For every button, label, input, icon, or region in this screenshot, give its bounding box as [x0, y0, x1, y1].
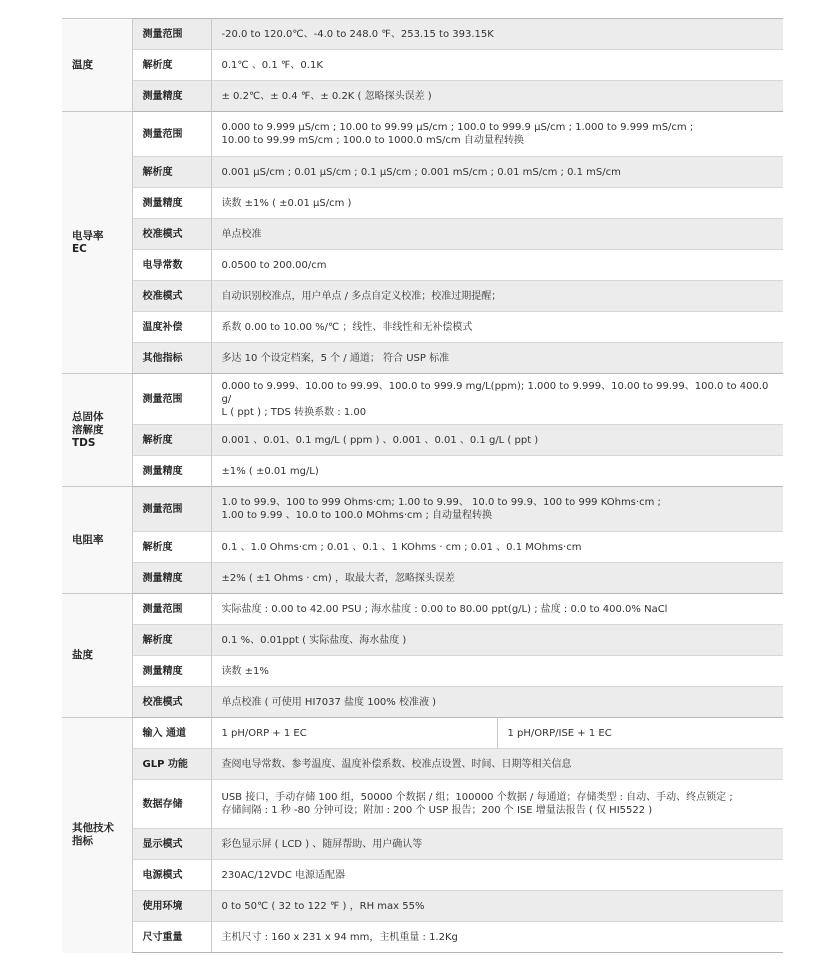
- row-value: 多达 10 个设定档案，5 个 / 通道； 符合 USP 标准: [211, 343, 783, 374]
- row-value: 0.000 to 9.999 μS/cm ; 10.00 to 99.99 μS/cm ; 100.0 to 999.9 μS/cm ; 1.000 to 9.999 mS/cm ; 10.00 to 99.99 mS/cm ; 100.0 to 1000.0 mS/cm 自动量程转换: [211, 112, 783, 157]
- row-label: 解析度: [132, 625, 211, 656]
- table-row: [62, 19, 783, 50]
- row-label: 解析度: [132, 425, 211, 456]
- group-temperature: 温度: [62, 19, 132, 112]
- table-row: [62, 687, 783, 718]
- row-value: 0 to 50℃ ( 32 to 122 ℉ ) ，RH max 55%: [211, 891, 783, 922]
- row-value: 0.1 %、0.01ppt ( 实际盐度、海水盐度 ): [211, 625, 783, 656]
- row-label: 测量精度: [132, 456, 211, 487]
- table-row: [62, 456, 783, 487]
- row-label: 测量范围: [132, 374, 211, 425]
- table-row: [62, 312, 783, 343]
- spec-table: [62, 18, 783, 953]
- row-value: -20.0 to 120.0℃、-4.0 to 248.0 ℉、253.15 to 393.15K: [211, 19, 783, 50]
- row-label: 测量精度: [132, 188, 211, 219]
- row-value: 主机尺寸 : 160 x 231 x 94 mm，主机重量 : 1.2Kg: [211, 922, 783, 953]
- row-value: 0.0500 to 200.00/cm: [211, 250, 783, 281]
- row-value: 1 pH/ORP/ISE + 1 EC: [497, 718, 783, 749]
- table-row: [62, 374, 783, 425]
- row-label: 使用环境: [132, 891, 211, 922]
- row-value: 0.1 、1.0 Ohms·cm ; 0.01 、0.1 、1 KOhms · cm ; 0.01 、0.1 MOhms·cm: [211, 532, 783, 563]
- row-label: 校准模式: [132, 687, 211, 718]
- row-label: 测量精度: [132, 656, 211, 687]
- table-row: [62, 81, 783, 112]
- row-label: 解析度: [132, 50, 211, 81]
- row-value: 彩色显示屏 ( LCD ) 、随屏帮助、用户确认等: [211, 829, 783, 860]
- group-ec: 电导率 EC: [62, 112, 132, 374]
- table-row: [62, 532, 783, 563]
- row-value: 查阅电导常数、参考温度、温度补偿系数、校准点设置、时间、日期等相关信息: [211, 749, 783, 780]
- row-label: 显示模式: [132, 829, 211, 860]
- table-row: [62, 343, 783, 374]
- table-row: [62, 625, 783, 656]
- table-row: [62, 656, 783, 687]
- table-row: [62, 860, 783, 891]
- row-label: 测量精度: [132, 563, 211, 594]
- row-value: 0.001 、0.01、0.1 mg/L ( ppm ) 、0.001 、0.01 、0.1 g/L ( ppt ): [211, 425, 783, 456]
- table-row: [62, 891, 783, 922]
- row-value: 读数 ±1% ( ±0.01 μS/cm ): [211, 188, 783, 219]
- table-row: [62, 281, 783, 312]
- row-value: 单点校准 ( 可使用 HI7037 盐度 100% 校准液 ): [211, 687, 783, 718]
- row-value: ± 0.2℃、± 0.4 ℉、± 0.2K ( 忽略探头误差 ): [211, 81, 783, 112]
- row-value: 读数 ±1%: [211, 656, 783, 687]
- row-label: 解析度: [132, 157, 211, 188]
- row-label: 尺寸重量: [132, 922, 211, 953]
- row-value: USB 接口，手动存储 100 组，50000 个数据 / 组；100000 个数据 / 每通道；存储类型 : 自动、手动、终点锁定 ; 存储间隔 : 1 秒 -80 分钟可设；附加 : 200 个 USP 报告；200 个 ISE 增量法报告 ( 仅 HI5522 ): [211, 780, 783, 829]
- group-salinity: 盐度: [62, 594, 132, 718]
- table-row: [62, 829, 783, 860]
- row-label: 数据存储: [132, 780, 211, 829]
- row-value: 1.0 to 99.9、100 to 999 Ohms·cm; 1.00 to 9.99、 10.0 to 99.9、100 to 999 KOhms·cm ; 1.00 to 9.99 、10.0 to 100.0 MOhms·cm ; 自动量程转换: [211, 487, 783, 532]
- group-tds: 总固体 溶解度 TDS: [62, 374, 132, 487]
- row-value: 系数 0.00 to 10.00 %/℃ ；线性、非线性和无补偿模式: [211, 312, 783, 343]
- row-value: 实际盐度 : 0.00 to 42.00 PSU ; 海水盐度 : 0.00 to 80.00 ppt(g/L) ; 盐度 : 0.0 to 400.0% NaCl: [211, 594, 783, 625]
- table-row: [62, 780, 783, 829]
- row-label: GLP 功能: [132, 749, 211, 780]
- row-label: 输入 通道: [132, 718, 211, 749]
- table-row: [62, 594, 783, 625]
- row-value: 0.1℃ 、0.1 ℉、0.1K: [211, 50, 783, 81]
- table-row: [62, 749, 783, 780]
- table-row: [62, 922, 783, 953]
- table-row: [62, 188, 783, 219]
- row-label: 测量范围: [132, 19, 211, 50]
- row-value: 230AC/12VDC 电源适配器: [211, 860, 783, 891]
- table-row: [62, 157, 783, 188]
- row-value: ±1% ( ±0.01 mg/L): [211, 456, 783, 487]
- table-row: [62, 425, 783, 456]
- row-label: 测量精度: [132, 81, 211, 112]
- row-label: 电源模式: [132, 860, 211, 891]
- table-row: [62, 487, 783, 532]
- row-value: 自动识别校准点，用户单点 / 多点自定义校准；校准过期提醒；: [211, 281, 783, 312]
- row-value: 1 pH/ORP + 1 EC: [211, 718, 497, 749]
- row-value: 单点校准: [211, 219, 783, 250]
- table-row: [62, 563, 783, 594]
- row-label: 校准模式: [132, 219, 211, 250]
- row-value: ±2% ( ±1 Ohms · cm) ，取最大者，忽略探头误差: [211, 563, 783, 594]
- table-row: [62, 50, 783, 81]
- group-resistivity: 电阻率: [62, 487, 132, 594]
- row-label: 其他指标: [132, 343, 211, 374]
- row-value: 0.001 μS/cm ; 0.01 μS/cm ; 0.1 μS/cm ; 0.001 mS/cm ; 0.01 mS/cm ; 0.1 mS/cm: [211, 157, 783, 188]
- row-label: 温度补偿: [132, 312, 211, 343]
- row-label: 解析度: [132, 532, 211, 563]
- row-label: 测量范围: [132, 112, 211, 157]
- row-label: 电导常数: [132, 250, 211, 281]
- group-other-specs: 其他技术 指标: [62, 718, 132, 953]
- row-label: 校准模式: [132, 281, 211, 312]
- row-label: 测量范围: [132, 487, 211, 532]
- table-row: [62, 219, 783, 250]
- table-row: [62, 250, 783, 281]
- table-row: [62, 112, 783, 157]
- row-label: 测量范围: [132, 594, 211, 625]
- row-value: 0.000 to 9.999、10.00 to 99.99、100.0 to 999.9 mg/L(ppm); 1.000 to 9.999、10.00 to 99.99、100.0 to 400.0 g/ L ( ppt ) ; TDS 转换系数 : 1.00: [211, 374, 783, 425]
- table-row: [62, 718, 783, 749]
